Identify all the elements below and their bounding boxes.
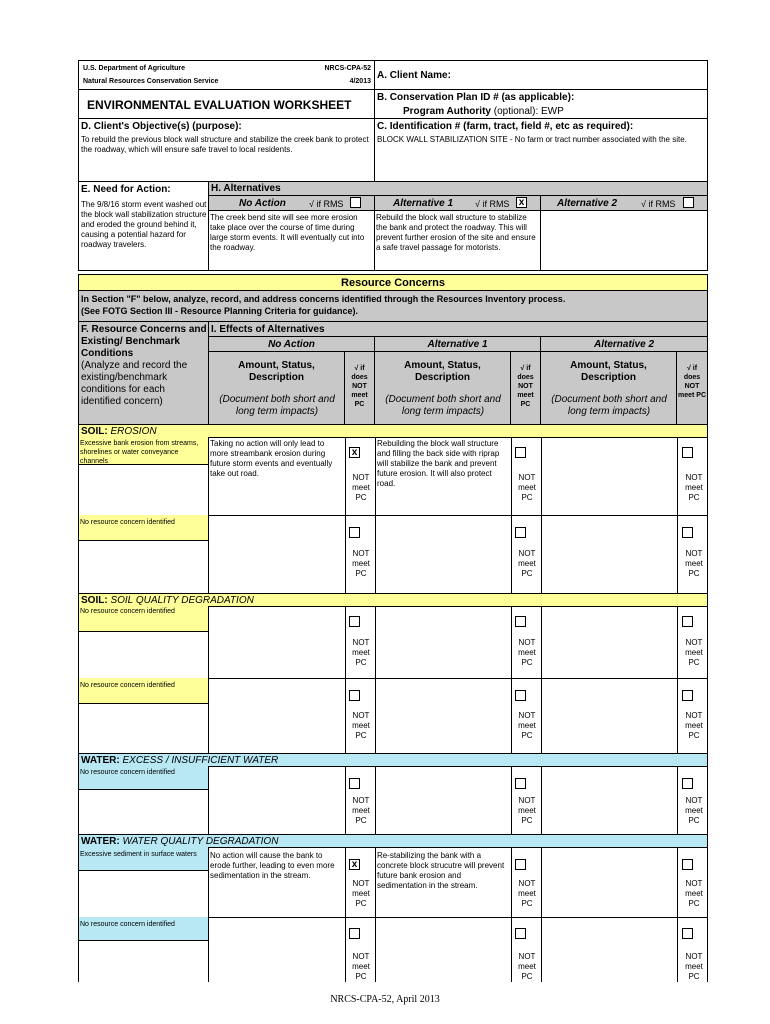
alt1-checkbox[interactable] bbox=[515, 447, 526, 458]
effects-no-action-amount-header bbox=[208, 351, 345, 425]
concern-blank bbox=[79, 541, 209, 593]
alt1-check-cell bbox=[511, 766, 541, 834]
need-label: E. Need for Action: bbox=[81, 184, 171, 195]
alt2-effect[interactable] bbox=[541, 678, 678, 753]
concerns-label: F. Resource Concerns and Existing/ Benchmark Conditions bbox=[81, 324, 207, 359]
header-agency-box bbox=[78, 60, 375, 90]
effects-alt1-check-header bbox=[510, 351, 541, 425]
category-water-quality-prefix: WATER: bbox=[81, 836, 120, 847]
resource-instructions bbox=[78, 290, 708, 322]
no-action-check-cell bbox=[345, 437, 375, 515]
not-meet-label: NOT meet PC bbox=[352, 549, 370, 578]
alt2-check-cell bbox=[677, 515, 707, 593]
no-action-header bbox=[208, 195, 375, 211]
instruction-line-2: (See FOTG Section III - Resource Planning Criteria for guidance). bbox=[81, 306, 359, 316]
not-meet-label: NOT meet PC bbox=[685, 952, 703, 981]
alt2-header bbox=[540, 195, 708, 211]
no-action-checkbox[interactable] bbox=[349, 778, 360, 789]
table-row bbox=[78, 766, 708, 835]
need-text: The 9/8/16 storm event washed out the block wall stabilization structure and eroded the ground behind it, causing a potential hazard for roadway travelers. bbox=[81, 200, 207, 249]
not-meet-label: NOT meet PC bbox=[352, 796, 370, 825]
alt1-checkbox[interactable] bbox=[515, 859, 526, 870]
form-date: 4/2013 bbox=[349, 78, 371, 85]
check-label-alt1: √ if does NOT meet PC bbox=[517, 365, 534, 408]
alt1-effect[interactable]: Re-stabilizing the bank with a concrete block strucutre will prevent future bank erosion and sedimentation in the stream. bbox=[375, 847, 512, 917]
category-water-excess bbox=[78, 753, 708, 767]
resource-concerns-title: Resource Concerns bbox=[341, 277, 445, 289]
not-meet-label: NOT meet PC bbox=[352, 952, 370, 981]
alt2-check-cell bbox=[677, 606, 707, 678]
concern-cell[interactable]: No resource concern identified bbox=[79, 917, 209, 941]
no-action-title: No Action bbox=[239, 198, 286, 209]
alt1-check-cell bbox=[511, 847, 541, 917]
alternatives-label: H. Alternatives bbox=[211, 183, 281, 194]
form-number: NRCS-CPA-52 bbox=[324, 65, 371, 72]
alt2-effect[interactable] bbox=[541, 437, 678, 515]
not-meet-label: NOT meet PC bbox=[685, 549, 703, 578]
need-for-action-section[interactable] bbox=[78, 181, 209, 271]
identification-text: BLOCK WALL STABILIZATION SITE - No farm or tract number associated with the site. bbox=[377, 135, 687, 144]
concerns-sublabel: (Analyze and record the existing/benchmark conditions for each identified concern) bbox=[81, 360, 188, 407]
concern-blank bbox=[79, 941, 209, 982]
alt1-effect[interactable]: Rebuilding the block wall structure and filling the back side with riprap will stabilize the bank and prevent future erosion. It will also protect road. bbox=[375, 437, 512, 515]
effects-header bbox=[208, 321, 708, 337]
not-meet-label: NOT meet PC bbox=[685, 711, 703, 740]
effects-alt2-amount-header bbox=[540, 351, 677, 425]
effects-alt1-title-cell bbox=[374, 336, 541, 352]
doc-label-no-action: (Document both short and long term impacts) bbox=[219, 394, 335, 417]
alt2-checkbox[interactable] bbox=[682, 690, 693, 701]
program-authority-optional: (optional): bbox=[493, 106, 539, 117]
rms-checkbox-alt1[interactable]: x bbox=[516, 197, 527, 208]
no-action-check-cell bbox=[345, 847, 375, 917]
effects-alt1-amount-header bbox=[374, 351, 511, 425]
alt1-checkbox[interactable] bbox=[515, 616, 526, 627]
alt1-desc-text: Rebuild the block wall structure to stabilize the bank and protect the roadway. This will prevent further erosion of the site and ensure a safe travel passage for motorists. bbox=[376, 213, 536, 252]
alt1-check-cell bbox=[511, 515, 541, 593]
no-action-checkbox[interactable]: x bbox=[349, 859, 360, 870]
concern-cell[interactable]: Excessive bank erosion from streams, shorelines or water conveyance channels bbox=[79, 437, 209, 465]
table-row bbox=[78, 437, 708, 516]
rms-label-alt2: √ if RMS bbox=[641, 199, 676, 209]
alt1-checkbox[interactable] bbox=[515, 928, 526, 939]
alt1-check-cell bbox=[511, 678, 541, 753]
category-soil-quality-name: SOIL QUALITY DEGRADATION bbox=[110, 595, 254, 606]
alt2-check-cell bbox=[677, 437, 707, 515]
no-action-desc-text: The creek bend site will see more erosion take place over the course of time during large storm events. It will eventually cut into the roadway. bbox=[210, 213, 365, 252]
alt2-effect[interactable] bbox=[541, 766, 678, 834]
not-meet-label: NOT meet PC bbox=[518, 879, 536, 908]
category-soil-erosion-name: EROSION bbox=[110, 426, 157, 437]
concern-cell[interactable]: Excessive sediment in surface waters bbox=[79, 847, 209, 871]
effects-no-action-title-cell bbox=[208, 336, 375, 352]
alt2-effect[interactable] bbox=[541, 515, 678, 593]
no-action-check-cell bbox=[345, 678, 375, 753]
alt2-checkbox[interactable] bbox=[682, 616, 693, 627]
not-meet-label: NOT meet PC bbox=[352, 638, 370, 667]
alt1-effect[interactable] bbox=[375, 606, 512, 678]
not-meet-label: NOT meet PC bbox=[352, 879, 370, 908]
rms-checkbox-no-action[interactable] bbox=[350, 197, 361, 208]
table-row bbox=[78, 678, 708, 754]
concern-cell[interactable]: No resource concern identified bbox=[79, 515, 209, 541]
no-action-check-cell bbox=[345, 766, 375, 834]
category-water-excess-prefix: WATER: bbox=[81, 755, 120, 766]
effects-alt2-title-cell bbox=[540, 336, 708, 352]
objective-label: D. Client's Objective(s) (purpose): bbox=[81, 121, 242, 132]
no-action-effect[interactable]: Taking no action will only lead to more streambank erosion during future storm events and eventually take out road. bbox=[210, 439, 333, 478]
alt1-checkbox[interactable] bbox=[515, 778, 526, 789]
not-meet-label: NOT meet PC bbox=[352, 711, 370, 740]
alt1-title: Alternative 1 bbox=[393, 198, 454, 209]
alt1-header bbox=[374, 195, 541, 211]
alt1-effect[interactable] bbox=[375, 766, 512, 834]
alt2-check-cell bbox=[677, 678, 707, 753]
effects-alt1-title: Alternative 1 bbox=[427, 339, 488, 350]
alt2-checkbox[interactable] bbox=[682, 928, 693, 939]
alt2-checkbox[interactable] bbox=[682, 859, 693, 870]
plan-id-field[interactable] bbox=[374, 89, 708, 119]
objective-section[interactable] bbox=[78, 118, 375, 182]
concern-blank bbox=[79, 790, 209, 834]
doc-label-alt2: (Document both short and long term impacts) bbox=[551, 394, 667, 417]
identification-label: C. Identification # (farm, tract, field #, etc as required): bbox=[377, 121, 634, 132]
alt1-checkbox[interactable] bbox=[515, 690, 526, 701]
category-soil-erosion-prefix: SOIL: bbox=[81, 426, 108, 437]
effects-alt2-title: Alternative 2 bbox=[593, 339, 655, 350]
alt2-effect[interactable] bbox=[541, 847, 678, 917]
no-action-check-cell bbox=[345, 606, 375, 678]
amount-label-no-action: Amount, Status, Description bbox=[238, 360, 315, 383]
alt1-checkbox[interactable] bbox=[515, 527, 526, 538]
alt1-check-cell bbox=[511, 917, 541, 982]
concern-blank bbox=[79, 871, 209, 917]
effects-no-action-check-header bbox=[344, 351, 375, 425]
no-action-description[interactable] bbox=[208, 210, 375, 271]
program-authority-label: Program Authority bbox=[403, 106, 491, 117]
alt2-effect[interactable] bbox=[541, 917, 678, 982]
program-authority-value: EWP bbox=[541, 106, 564, 117]
doc-label-alt1: (Document both short and long term impacts) bbox=[385, 394, 501, 417]
page-title: ENVIRONMENTAL EVALUATION WORKSHEET bbox=[87, 98, 352, 112]
no-action-checkbox[interactable] bbox=[349, 527, 360, 538]
resource-concerns-banner bbox=[78, 274, 708, 291]
category-soil-quality-prefix: SOIL: bbox=[81, 595, 108, 606]
alt1-effect[interactable] bbox=[375, 678, 512, 753]
concerns-column-header bbox=[78, 321, 209, 425]
alt2-checkbox[interactable] bbox=[682, 447, 693, 458]
no-action-checkbox[interactable]: x bbox=[349, 447, 360, 458]
identification-section[interactable] bbox=[374, 118, 708, 182]
alt2-check-cell bbox=[677, 847, 707, 917]
alt2-description[interactable] bbox=[540, 210, 708, 271]
not-meet-label: NOT meet PC bbox=[518, 796, 536, 825]
not-meet-label: NOT meet PC bbox=[518, 638, 536, 667]
alternatives-header bbox=[208, 181, 708, 196]
client-name-field[interactable] bbox=[374, 60, 708, 90]
concern-blank bbox=[79, 704, 209, 753]
no-action-checkbox[interactable] bbox=[349, 928, 360, 939]
alt1-description[interactable] bbox=[374, 210, 541, 271]
not-meet-label: NOT meet PC bbox=[685, 879, 703, 908]
not-meet-label: NOT meet PC bbox=[518, 952, 536, 981]
client-name-label: A. Client Name: bbox=[377, 70, 451, 81]
category-soil-quality bbox=[78, 593, 708, 607]
not-meet-label: NOT meet PC bbox=[518, 549, 536, 578]
effects-label: I. Effects of Alternatives bbox=[211, 324, 325, 335]
effects-no-action-title: No Action bbox=[268, 339, 315, 350]
not-meet-label: NOT meet PC bbox=[685, 638, 703, 667]
table-row bbox=[78, 917, 708, 982]
not-meet-label: NOT meet PC bbox=[685, 473, 703, 502]
table-row bbox=[78, 847, 708, 918]
not-meet-label: NOT meet PC bbox=[352, 473, 370, 502]
no-action-check-cell bbox=[345, 917, 375, 982]
alt2-checkbox[interactable] bbox=[682, 527, 693, 538]
not-meet-label: NOT meet PC bbox=[685, 796, 703, 825]
check-label-alt2: √ if does NOT meet PC bbox=[678, 365, 707, 399]
not-meet-label: NOT meet PC bbox=[518, 473, 536, 502]
alt2-check-cell bbox=[677, 917, 707, 982]
concern-cell[interactable]: No resource concern identified bbox=[79, 678, 209, 704]
alt2-title: Alternative 2 bbox=[557, 198, 618, 209]
effects-alt2-check-header bbox=[676, 351, 708, 425]
not-meet-label: NOT meet PC bbox=[518, 711, 536, 740]
plan-id-label: B. Conservation Plan ID # (as applicable): bbox=[377, 92, 575, 103]
alt1-effect[interactable] bbox=[375, 917, 512, 982]
alt1-effect[interactable] bbox=[375, 515, 512, 593]
category-soil-erosion bbox=[78, 424, 708, 438]
page-footer: NRCS-CPA-52, April 2013 bbox=[330, 994, 440, 1005]
concern-cell[interactable]: No resource concern identified bbox=[79, 606, 209, 632]
rms-label-alt1: √ if RMS bbox=[475, 199, 510, 209]
concern-cell[interactable]: No resource concern identified bbox=[79, 766, 209, 790]
no-action-checkbox[interactable] bbox=[349, 690, 360, 701]
objective-text: To rebuild the previous block wall structure and stabilize the creek bank to protect the roadway, which will ensure safe travel to local residents. bbox=[81, 135, 369, 154]
check-label-no-action: √ if does NOT meet PC bbox=[351, 365, 368, 408]
amount-label-alt2: Amount, Status, Description bbox=[570, 360, 647, 383]
no-action-effect[interactable]: No action will cause the bank to erode further, leading to even more sedimentation in the stream. bbox=[210, 851, 335, 880]
concern-blank bbox=[79, 632, 209, 678]
category-water-excess-name: EXCESS / INSUFFICIENT WATER bbox=[122, 755, 279, 766]
instruction-line-1: In Section "F" below, analyze, record, and address concerns identified through the Resources Inventory process. bbox=[81, 294, 566, 304]
title-box bbox=[78, 89, 375, 119]
table-row bbox=[78, 515, 708, 594]
no-action-checkbox[interactable] bbox=[349, 616, 360, 627]
program-authority-line bbox=[403, 106, 564, 118]
no-action-check-cell bbox=[345, 515, 375, 593]
rms-checkbox-alt2[interactable] bbox=[683, 197, 694, 208]
agency-name: U.S. Department of Agriculture bbox=[83, 65, 186, 72]
concern-blank bbox=[79, 465, 209, 515]
alt1-check-cell bbox=[511, 606, 541, 678]
category-water-quality-name: WATER QUALITY DEGRADATION bbox=[122, 836, 279, 847]
alt2-checkbox[interactable] bbox=[682, 778, 693, 789]
alt2-check-cell bbox=[677, 766, 707, 834]
rms-label-no-action: √ if RMS bbox=[309, 199, 344, 209]
alt1-check-cell bbox=[511, 437, 541, 515]
service-name: Natural Resources Conservation Service bbox=[83, 78, 219, 85]
category-water-quality bbox=[78, 834, 708, 848]
alt2-effect[interactable] bbox=[541, 606, 678, 678]
amount-label-alt1: Amount, Status, Description bbox=[404, 360, 481, 383]
table-row bbox=[78, 606, 708, 679]
